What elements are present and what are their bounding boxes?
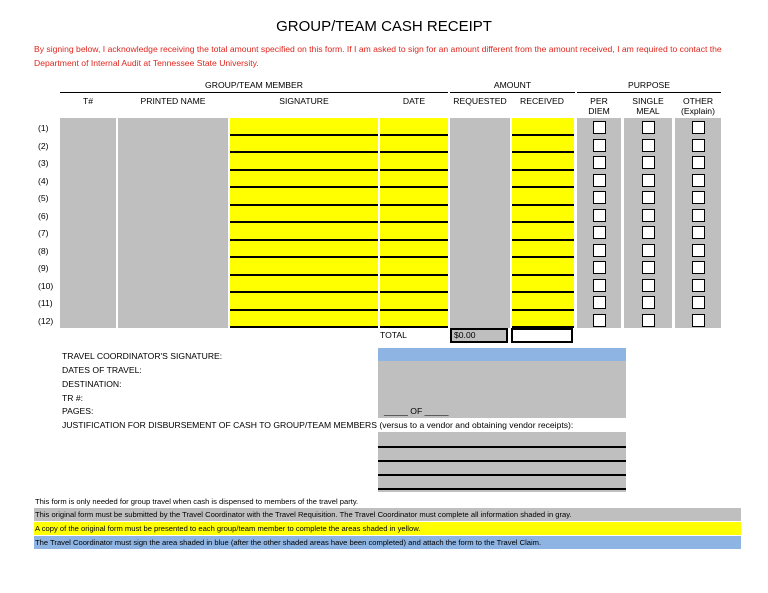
entry-line bbox=[380, 309, 448, 311]
entry-line bbox=[230, 134, 378, 136]
per-diem-line-2: DIEM bbox=[588, 106, 610, 116]
amount-header-rule bbox=[450, 92, 575, 93]
justification-field[interactable] bbox=[378, 432, 626, 492]
purpose-checkbox[interactable] bbox=[692, 296, 705, 309]
note-yellow: A copy of the original form must be presented to each group/team member to complete the areas shaded in yellow. bbox=[34, 522, 741, 535]
row-number: (9) bbox=[38, 263, 49, 273]
row-number: (7) bbox=[38, 228, 49, 238]
col-header-requested: REQUESTED bbox=[453, 96, 507, 106]
pages-label: PAGES: bbox=[62, 406, 94, 416]
entry-line bbox=[512, 309, 574, 311]
row-number: (6) bbox=[38, 211, 49, 221]
total-requested: $0.00 bbox=[450, 328, 508, 343]
row-number: (2) bbox=[38, 141, 49, 151]
entry-line bbox=[230, 326, 378, 328]
purpose-checkbox[interactable] bbox=[642, 261, 655, 274]
group-header-amount: AMOUNT bbox=[493, 80, 532, 90]
purpose-checkbox[interactable] bbox=[692, 191, 705, 204]
entry-line bbox=[230, 151, 378, 153]
justification-line bbox=[378, 474, 626, 476]
row-number: (10) bbox=[38, 281, 54, 291]
purpose-checkbox[interactable] bbox=[642, 209, 655, 222]
form-title: GROUP/TEAM CASH RECEIPT bbox=[276, 18, 492, 35]
col-header-single-meal bbox=[624, 96, 672, 116]
row-number: (1) bbox=[38, 123, 49, 133]
col-header-date: DATE bbox=[402, 96, 426, 106]
printed-name-column[interactable] bbox=[118, 118, 228, 328]
entry-line bbox=[230, 291, 378, 293]
purpose-checkbox[interactable] bbox=[642, 174, 655, 187]
purpose-checkbox[interactable] bbox=[692, 209, 705, 222]
purpose-checkbox[interactable] bbox=[593, 121, 606, 134]
entry-line bbox=[230, 309, 378, 311]
total-label: TOTAL bbox=[380, 330, 407, 340]
purpose-checkbox[interactable] bbox=[642, 191, 655, 204]
col-header-printed-name: PRINTED NAME bbox=[140, 96, 206, 106]
justification-line bbox=[378, 460, 626, 462]
purpose-checkbox[interactable] bbox=[642, 226, 655, 239]
purpose-checkbox[interactable] bbox=[593, 226, 606, 239]
single-meal-line-2: MEAL bbox=[636, 106, 660, 116]
purpose-checkbox[interactable] bbox=[642, 139, 655, 152]
dates-of-travel-label: DATES OF TRAVEL: bbox=[62, 365, 142, 375]
purpose-checkbox[interactable] bbox=[692, 279, 705, 292]
other-column bbox=[675, 118, 721, 328]
note-plain: This form is only needed for group travel when cash is dispensed to members of the travel party. bbox=[35, 497, 359, 506]
purpose-checkbox[interactable] bbox=[692, 314, 705, 327]
purpose-checkbox[interactable] bbox=[692, 121, 705, 134]
purpose-checkbox[interactable] bbox=[642, 279, 655, 292]
purpose-header-rule bbox=[577, 92, 721, 93]
col-header-signature: SIGNATURE bbox=[279, 96, 329, 106]
row-number: (12) bbox=[38, 316, 54, 326]
t-number-column[interactable] bbox=[60, 118, 116, 328]
entry-line bbox=[512, 151, 574, 153]
purpose-checkbox[interactable] bbox=[593, 156, 606, 169]
received-amount-column[interactable] bbox=[512, 118, 574, 328]
purpose-checkbox[interactable] bbox=[642, 244, 655, 257]
purpose-checkbox[interactable] bbox=[593, 139, 606, 152]
signature-column[interactable] bbox=[230, 118, 378, 328]
note-gray: This original form must be submitted by the Travel Coordinator with the Travel Requisition. The Travel Coordinator must complete all information shaded in gray. bbox=[34, 508, 741, 521]
purpose-checkbox[interactable] bbox=[642, 156, 655, 169]
purpose-checkbox[interactable] bbox=[692, 261, 705, 274]
entry-line bbox=[512, 239, 574, 241]
entry-line bbox=[230, 169, 378, 171]
purpose-checkbox[interactable] bbox=[692, 226, 705, 239]
justification-line bbox=[378, 488, 626, 490]
row-number: (4) bbox=[38, 176, 49, 186]
entry-line bbox=[380, 256, 448, 258]
purpose-checkbox[interactable] bbox=[692, 156, 705, 169]
purpose-checkbox[interactable] bbox=[642, 314, 655, 327]
tr-number-label: TR #: bbox=[62, 393, 84, 403]
justification-label: JUSTIFICATION FOR DISBURSEMENT OF CASH TO GROUP/TEAM MEMBERS (versus to a vendor and obtaining vendor receipts): bbox=[62, 420, 574, 430]
entry-line bbox=[230, 256, 378, 258]
other-line-2: (Explain) bbox=[681, 106, 715, 116]
purpose-checkbox[interactable] bbox=[642, 121, 655, 134]
single-meal-column bbox=[624, 118, 672, 328]
purpose-checkbox[interactable] bbox=[642, 296, 655, 309]
other-line-1: OTHER bbox=[682, 96, 714, 106]
entry-line bbox=[380, 291, 448, 293]
entry-line bbox=[512, 274, 574, 276]
col-header-per-diem bbox=[577, 96, 621, 116]
purpose-checkbox[interactable] bbox=[692, 174, 705, 187]
entry-line bbox=[512, 204, 574, 206]
entry-line bbox=[512, 134, 574, 136]
date-column[interactable] bbox=[380, 118, 448, 328]
row-number: (11) bbox=[38, 298, 53, 308]
row-number: (5) bbox=[38, 193, 49, 203]
entry-line bbox=[512, 186, 574, 188]
total-received[interactable] bbox=[511, 328, 573, 343]
row-number: (8) bbox=[38, 246, 49, 256]
entry-line bbox=[380, 151, 448, 153]
entry-line bbox=[512, 291, 574, 293]
per-diem-line-1: PER bbox=[590, 96, 608, 106]
note-blue: The Travel Coordinator must sign the area shaded in blue (after the other shaded areas have been completed) and attach the form to the Travel Claim. bbox=[34, 536, 741, 549]
entry-line bbox=[380, 274, 448, 276]
entry-line bbox=[512, 256, 574, 258]
justification-line bbox=[378, 446, 626, 448]
coordinator-signature-label: TRAVEL COORDINATOR'S SIGNATURE: bbox=[62, 351, 223, 361]
per-diem-column bbox=[577, 118, 621, 328]
col-header-t-number: T# bbox=[82, 96, 94, 106]
purpose-checkbox[interactable] bbox=[593, 314, 606, 327]
entry-line bbox=[380, 169, 448, 171]
member-header-rule bbox=[60, 92, 448, 93]
purpose-checkbox[interactable] bbox=[692, 139, 705, 152]
requested-amount-column[interactable] bbox=[450, 118, 510, 328]
purpose-checkbox[interactable] bbox=[692, 244, 705, 257]
entry-line bbox=[512, 169, 574, 171]
purpose-checkbox[interactable] bbox=[593, 244, 606, 257]
entry-line bbox=[230, 186, 378, 188]
group-header-purpose: PURPOSE bbox=[627, 80, 671, 90]
row-number: (3) bbox=[38, 158, 49, 168]
purpose-checkbox[interactable] bbox=[593, 191, 606, 204]
entry-line bbox=[380, 134, 448, 136]
entry-line bbox=[380, 186, 448, 188]
entry-line bbox=[380, 326, 448, 328]
entry-line bbox=[230, 274, 378, 276]
purpose-checkbox[interactable] bbox=[593, 261, 606, 274]
entry-line bbox=[230, 204, 378, 206]
group-header-member: GROUP/TEAM MEMBER bbox=[205, 80, 303, 90]
pages-of-field[interactable]: _____ OF _____ bbox=[384, 406, 449, 416]
col-header-received: RECEIVED bbox=[520, 96, 564, 106]
purpose-checkbox[interactable] bbox=[593, 296, 606, 309]
entry-line bbox=[512, 221, 574, 223]
single-meal-line-1: SINGLE bbox=[632, 96, 664, 106]
coordinator-signature-field[interactable] bbox=[378, 348, 626, 361]
entry-line bbox=[230, 221, 378, 223]
col-header-other bbox=[675, 96, 721, 116]
purpose-checkbox[interactable] bbox=[593, 174, 606, 187]
entry-line bbox=[380, 204, 448, 206]
entry-line bbox=[230, 239, 378, 241]
entry-line bbox=[380, 239, 448, 241]
acknowledgement-text: By signing below, I acknowledge receiving the total amount specified on this form. If I am asked to sign for an amount different from the amount received, I am required to contact the Department of Internal Audit at Tennessee State University. bbox=[34, 44, 722, 68]
purpose-checkbox[interactable] bbox=[593, 279, 606, 292]
entry-line bbox=[380, 221, 448, 223]
purpose-checkbox[interactable] bbox=[593, 209, 606, 222]
destination-label: DESTINATION: bbox=[62, 379, 122, 389]
